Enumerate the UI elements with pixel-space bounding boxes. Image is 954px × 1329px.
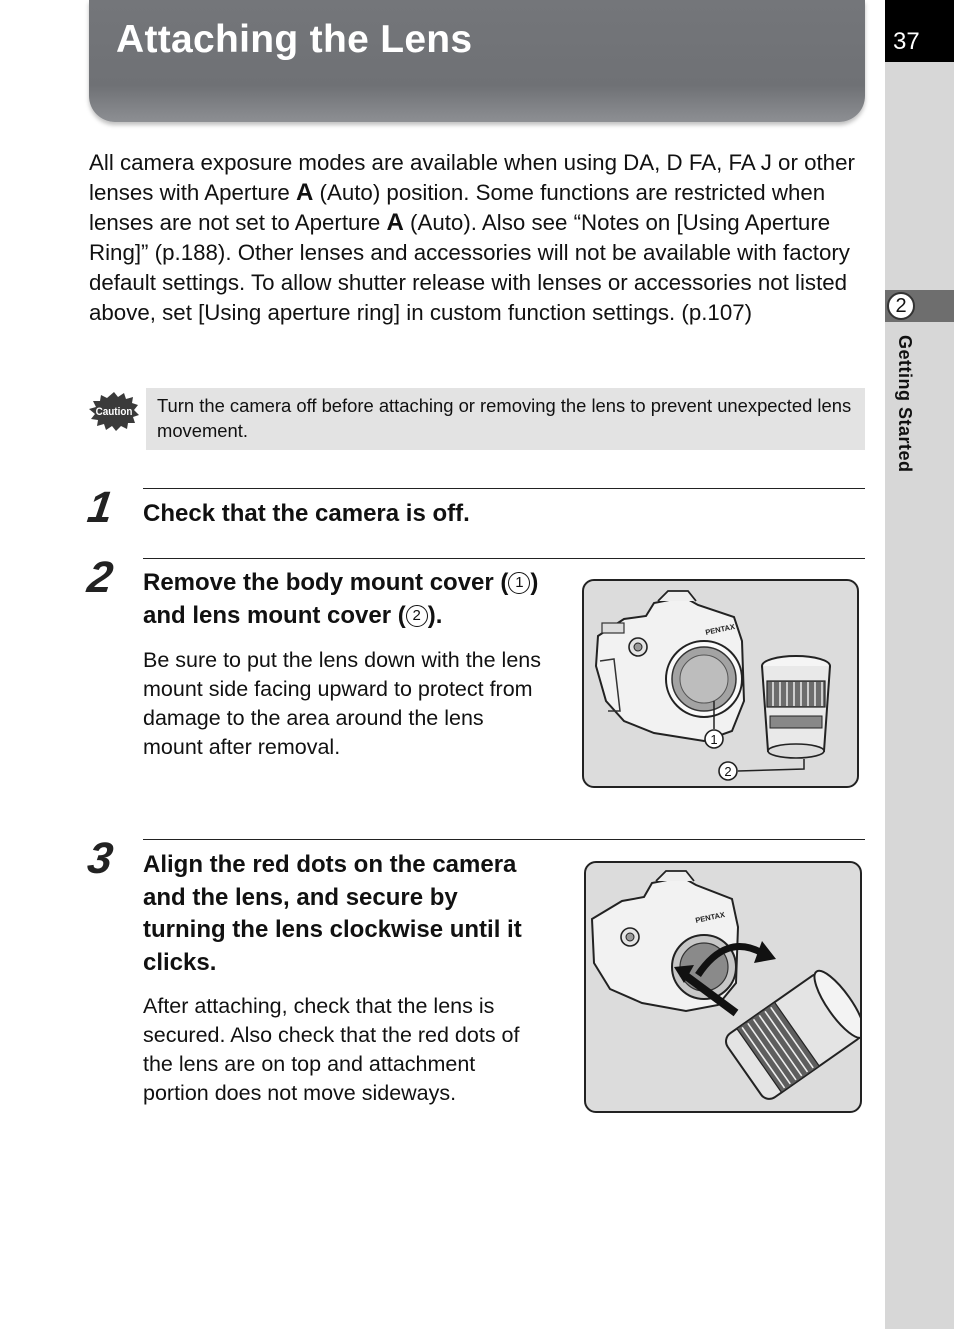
chapter-number: 2: [887, 292, 915, 320]
step-divider: [143, 488, 865, 489]
camera-body-cap-drawing: [584, 581, 857, 786]
step-body: Be sure to put the lens down with the lens mount side facing upward to protect from damage to the area around the lens mount after removal.: [143, 648, 541, 759]
brand-label: PENTAX: [694, 909, 726, 925]
side-strip: [885, 0, 954, 1329]
callout-label: 1: [710, 732, 718, 747]
intro-text-1: All camera exposure modes are available when using DA, D FA, FA J or other lenses with Aperture: [89, 150, 855, 205]
caution-box: [146, 388, 865, 450]
brand-label: PENTAX: [704, 621, 736, 637]
step-heading: [143, 567, 563, 632]
callout-label: 2: [724, 764, 732, 779]
step-heading-text: ).: [427, 601, 443, 629]
caution-icon-label: Caution: [95, 406, 133, 419]
step-divider: [143, 558, 865, 559]
step-heading: Align the red dots on the camera and the lens, and secure by turning the lens clockwise until it clicks.: [143, 851, 522, 976]
page-title: Attaching the Lens: [116, 18, 473, 61]
caution-text: Turn the camera off before attaching or removing the lens to prevent unexpected lens movement.: [157, 395, 852, 441]
chapter-label: Getting Started: [895, 335, 915, 473]
caution-burst-icon: [89, 391, 139, 431]
page-number: 37: [893, 28, 920, 55]
aperture-a-symbol: A: [386, 209, 404, 236]
remove-covers-illustration: [582, 579, 859, 788]
intro-text-2: (Auto) position. Some functions are restricted when lenses are not set to Aperture: [89, 180, 826, 235]
intro-paragraph: [89, 148, 864, 328]
step-heading-text: Remove the body mount cover (: [143, 569, 509, 596]
attach-lens-illustration: [584, 861, 862, 1113]
step-heading: Check that the camera is off.: [143, 500, 470, 527]
step-body: After attaching, check that the lens is secured. Also check that the red dots of the lens are on top and attachment portion does not move sideways.: [143, 994, 520, 1105]
camera-lens-attach-drawing: [586, 863, 860, 1111]
callout-marker: 2: [406, 605, 428, 627]
step-heading-text: ) and lens mount cover (: [143, 569, 539, 629]
callout-marker: 1: [508, 572, 530, 594]
aperture-a-symbol: A: [295, 179, 314, 206]
step-number: 2: [84, 553, 116, 602]
step-divider: [143, 839, 865, 840]
intro-text-3: (Auto). Also see “Notes on [Using Aperture Ring]” (p.188). Other lenses and accessories will not be available with factory default settings. To allow shutter release with lenses or accessories not listed above, set [Using aperture ring] in custom function settings. (p.107): [89, 210, 850, 325]
step-number: 1: [84, 483, 116, 532]
step-number: 3: [84, 834, 116, 883]
